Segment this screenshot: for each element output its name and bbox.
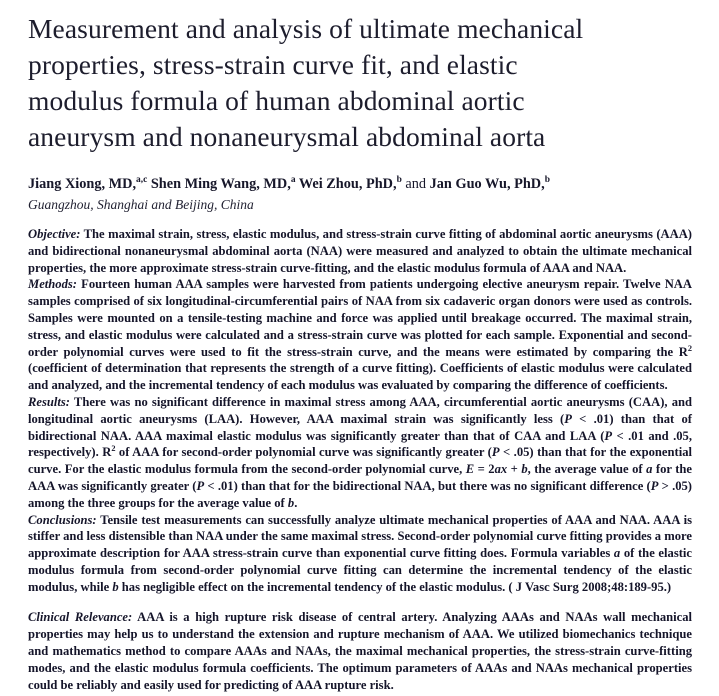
title-line: aneurysm and nonaneurysmal abdominal aorta	[28, 121, 546, 152]
title-line: modulus formula of human abdominal aortic	[28, 85, 525, 116]
clinical-relevance	[28, 609, 692, 694]
affiliation: Guangzhou, Shanghai and Beijing, China	[28, 197, 254, 212]
article-title	[28, 11, 692, 155]
abstract-section-methods: Methods: Fourteen human AAA samples were harvested from patients undergoing elective aneurysm repair. Twelve NAA samples comprised of six longitudinal-circumferential pairs of NAA from six cadaveric organ donors were used as controls. Samples were mounted on a tensile-testing machine and force was applied until breakage occurred. The maximal strain, stress, and elastic modulus were calculated and a stress-strain curve was plotted for each sample. Exponential and second-order polynomial curves were used to fit the stress-strain curve, and the means were estimated by comparing the $R^2$ (coefficient of determination that represents the strength of a curve fitting). Coefficients of elastic modulus were calculated and analyzed, and the incremental tendency of each modulus was evaluated by comparing the difference of coefficients.	[28, 277, 692, 393]
abstract-section-objective: Objective: The maximal strain, stress, elastic modulus, and stress-strain curve fitting of abdominal aortic aneurysms (AAA) and bidirectional nonaneurysmal abdominal aorta (NAA) were measured and analyzed to obtain the ultimate mechanical properties, the more approximate stress-strain curve-fitting, and the elastic modulus formula of AAA and NAA.	[28, 227, 692, 275]
abstract	[28, 226, 692, 596]
abstract-section-conclusions: Conclusions: Tensile test measurements can successfully analyze ultimate mechanical properties of AAA and NAA. AAA is stiffer and less distensible than NAA under the same maximal stress. Second-order polynomial curve fitting provides a more approximate description for AAA stress-strain curve than exponential curve fitting does. Formula variables a of the elastic modulus formula from second-order polynomial curve fitting can determine the incremental tendency of the elastic modulus, while b has negligible effect on the incremental tendency of the elastic modulus. ( J Vasc Surg 2008;48:189-95.)	[28, 512, 693, 594]
title-line: Measurement and analysis of ultimate mechanical	[28, 13, 584, 44]
author-line: Jiang Xiong, MD,$^{a,c}$ Shen Ming Wang, MD,$^a$ Wei Zhou, PhD,$^b$ and Jan Guo Wu, PhD,$^b$	[28, 175, 550, 192]
title-line: properties, stress-strain curve fit, and elastic	[28, 49, 518, 80]
abstract-section-results: Results: There was no significant difference in maximal stress among AAA, circumferential aortic aneurysms (CAA), and longitudinal aortic aneurysms (LAA). However, AAA maximal strain was significantly less (P < .01) than that of bidirectional NAA. AAA maximal elastic modulus was significantly greater than that of CAA and LAA (P < .01 and .05, respectively). $R^2$ of AAA for second-order polynomial curve was significantly greater (P < .05) than that for the exponential curve. For the elastic modulus formula from the second-order polynomial curve, E = 2ax + b, the average value of a for the AAA was significantly greater (P < .01) than that for the bidirectional NAA, but there was no significant difference (P > .05) among the three groups for the average value of b.	[28, 394, 692, 510]
clinical-relevance-text: Clinical Relevance: AAA is a high rupture risk disease of central artery. Analyzing AAAs and NAAs wall mechanical properties may help us to understand the extension and rupture mechanism of AAA. We utilized biomechanics technique and mathematics method to compare AAAs and NAAs, the maximal mechanical properties, the stress-strain curve-fitting modes, and the elastic modulus formula coefficients. The optimum parameters of AAAs and NAAs mechanical properties could be reliably and easily used for predicting of AAA rupture risk.	[28, 609, 693, 692]
